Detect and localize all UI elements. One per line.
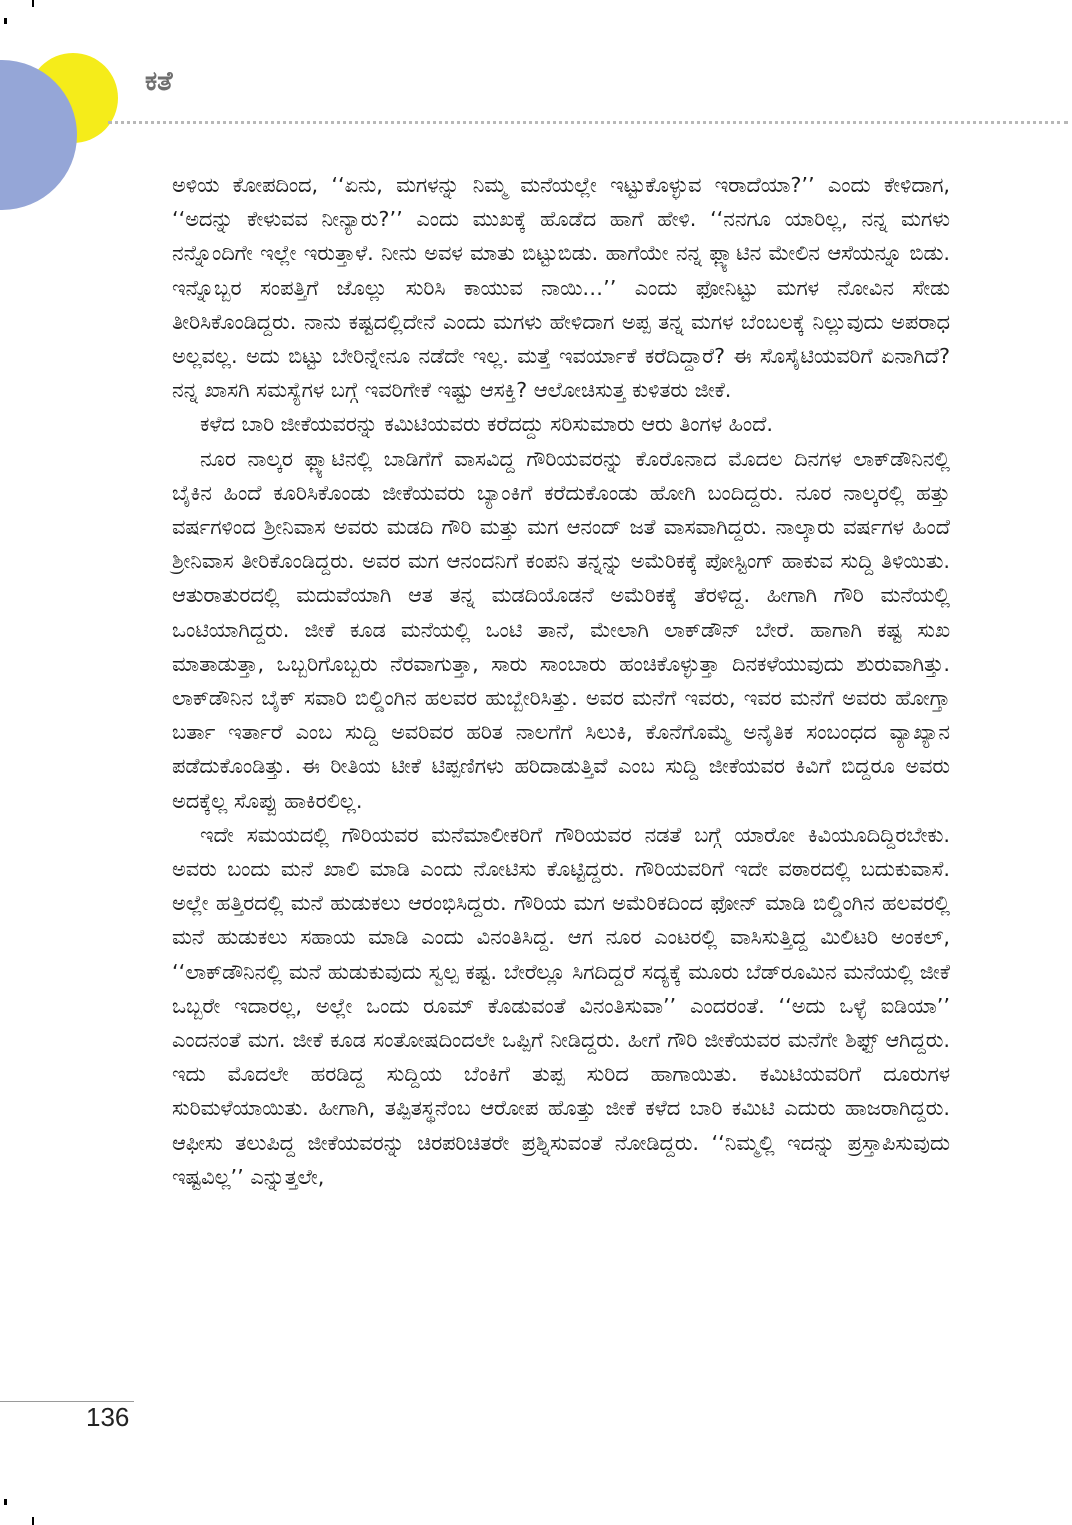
crop-mark-top-left [4,18,7,24]
crop-mark-bottom-center [32,1517,34,1525]
section-title: ಕತೆ [145,66,173,97]
paragraph: ಅಳಿಯ ಕೋಪದಿಂದ, ‘‘ಏನು, ಮಗಳನ್ನು ನಿಮ್ಮ ಮನೆಯಲ್ಲೇ ಇಟ್ಟುಕೊಳ್ಳುವ ಇರಾದೆಯಾ?’’ ಎಂದು ಕೇಳಿದಾಗ, ‘‘ಅದನ್ನು ಕೇಳುವವ ನೀನ್ಯಾರು?’’ ಎಂದು ಮುಖಕ್ಕೆ ಹೊಡೆದ ಹಾಗೆ ಹೇಳಿ. ‘‘ನನಗೂ ಯಾರಿಲ್ಲ, ನನ್ನ ಮಗಳು ನನ್ನೊಂದಿಗೇ ಇಲ್ಲೇ ಇರುತ್ತಾಳೆ. ನೀನು ಅವಳ ಮಾತು ಬಿಟ್ಟುಬಿಡು. ಹಾಗೆಯೇ ನನ್ನ ಫ್ಲ್ಯಾಟಿನ ಮೇಲಿನ ಆಸೆಯನ್ನೂ ಬಿಡು. ಇನ್ನೊಬ್ಬರ ಸಂಪತ್ತಿಗೆ ಜೊಲ್ಲು ಸುರಿಸಿ ಕಾಯುವ ನಾಯಿ…’’ ಎಂದು ಫೋನಿಟ್ಟು ಮಗಳ ನೋವಿನ ಸೇಡು ತೀರಿಸಿಕೊಂಡಿದ್ದರು. ನಾನು ಕಷ್ಟದಲ್ಲಿದೇನೆ ಎಂದು ಮಗಳು ಹೇಳಿದಾಗ ಅಪ್ಪ ತನ್ನ ಮಗಳ ಬೆಂಬಲಕ್ಕೆ ನಿಲ್ಲುವುದು ಅಪರಾಧ ಅಲ್ಲವಲ್ಲ. ಅದು ಬಿಟ್ಟು ಬೇರಿನ್ನೇನೂ ನಡೆದೇ ಇಲ್ಲ. ಮತ್ತೆ ಇವರ್ಯಾಕೆ ಕರೆದಿದ್ದಾರೆ? ಈ ಸೊಸೈಟಿಯವರಿಗೆ ಏನಾಗಿದೆ? ನನ್ನ ಖಾಸಗಿ ಸಮಸ್ಯೆಗಳ ಬಗ್ಗೆ ಇವರಿಗೇಕೆ ಇಷ್ಟು ಆಸಕ್ತಿ? ಆಲೋಚಿಸುತ್ತ ಕುಳಿತರು ಜೀಕೆ. [172,173,950,403]
crop-mark-top-center [32,0,34,7]
story-body [172,168,950,1194]
paragraph: ಕಳೆದ ಬಾರಿ ಜೀಕೆಯವರನ್ನು ಕಮಿಟಿಯವರು ಕರೆದದ್ದು ಸರಿಸುಮಾರು ಆರು ತಿಂಗಳ ಹಿಂದೆ. [200,412,773,437]
dotted-divider [108,121,1068,124]
page-number: 136 [86,1402,130,1432]
paragraph: ಇದೇ ಸಮಯದಲ್ಲಿ ಗೌರಿಯವರ ಮನೆಮಾಲೀಕರಿಗೆ ಗೌರಿಯವರ ನಡತೆ ಬಗ್ಗೆ ಯಾರೋ ಕಿವಿಯೂದಿದ್ದಿರಬೇಕು. ಅವರು ಬಂದು ಮನೆ ಖಾಲಿ ಮಾಡಿ ಎಂದು ನೋಟಿಸು ಕೊಟ್ಟಿದ್ದರು. ಗೌರಿಯವರಿಗೆ ಇದೇ ವಠಾರದಲ್ಲಿ ಬದುಕುವಾಸೆ. ಅಲ್ಲೇ ಹತ್ತಿರದಲ್ಲಿ ಮನೆ ಹುಡುಕಲು ಆರಂಭಿಸಿದ್ದರು. ಗೌರಿಯ ಮಗ ಅಮೆರಿಕದಿಂದ ಫೋನ್ ಮಾಡಿ ಬಿಲ್ಡಿಂಗಿನ ಹಲವರಲ್ಲಿ ಮನೆ ಹುಡುಕಲು ಸಹಾಯ ಮಾಡಿ ಎಂದು ವಿನಂತಿಸಿದ್ದ. ಆಗ ನೂರ ಎಂಟರಲ್ಲಿ ವಾಸಿಸುತ್ತಿದ್ದ ಮಿಲಿಟರಿ ಅಂಕಲ್, ‘‘ಲಾಕ್‌ಡೌನಿನಲ್ಲಿ ಮನೆ ಹುಡುಕುವುದು ಸ್ವಲ್ಪ ಕಷ್ಟ. ಬೇರೆಲ್ಲೂ ಸಿಗದಿದ್ದರೆ ಸದ್ಯಕ್ಕೆ ಮೂರು ಬೆಡ್‌ರೂಮಿನ ಮನೆಯಲ್ಲಿ ಜೀಕೆ ಒಬ್ಬರೇ ಇದಾರಲ್ಲ, ಅಲ್ಲೇ ಒಂದು ರೂಮ್ ಕೊಡುವಂತೆ ವಿನಂತಿಸುವಾ’’ ಎಂದರಂತೆ. ‘‘ಅದು ಒಳ್ಳೆ ಐಡಿಯಾ’’ ಎಂದನಂತೆ ಮಗ. ಜೀಕೆ ಕೂಡ ಸಂತೋಷದಿಂದಲೇ ಒಪ್ಪಿಗೆ ನೀಡಿದ್ದರು. ಹೀಗೆ ಗೌರಿ ಜೀಕೆಯವರ ಮನೆಗೇ ಶಿಫ್ಟ್ ಆಗಿದ್ದರು. ಇದು ಮೊದಲೇ ಹರಡಿದ್ದ ಸುದ್ದಿಯ ಬೆಂಕಿಗೆ ತುಪ್ಪ ಸುರಿದ ಹಾಗಾಯಿತು. ಕಮಿಟಿಯವರಿಗೆ ದೂರುಗಳ ಸುರಿಮಳೆಯಾಯಿತು. ಹೀಗಾಗಿ, ತಪ್ಪಿತಸ್ಥನೆಂಬ ಆರೋಪ ಹೊತ್ತು ಜೀಕೆ ಕಳೆದ ಬಾರಿ ಕಮಿಟಿ ಎದುರು ಹಾಜರಾಗಿದ್ದರು. ಆಫೀಸು ತಲುಪಿದ್ದ ಜೀಕೆಯವರನ್ನು ಚಿರಪರಿಚಿತರೇ ಪ್ರಶ್ನಿಸುವಂತೆ ನೋಡಿದ್ದರು. ‘‘ನಿಮ್ಮಲ್ಲಿ ಇದನ್ನು ಪ್ರಸ್ತಾಪಿಸುವುದು ಇಷ್ಟವಿಲ್ಲ’’ ಎನ್ನುತ್ತಲೇ, [172,822,950,1189]
crop-mark-bottom-left [4,1499,7,1505]
paragraph: ನೂರ ನಾಲ್ಕರ ಫ್ಲ್ಯಾಟಿನಲ್ಲಿ ಬಾಡಿಗೆಗೆ ವಾಸವಿದ್ದ ಗೌರಿಯವರನ್ನು ಕೊರೊನಾದ ಮೊದಲ ದಿನಗಳ ಲಾಕ್‌ಡೌನಿನಲ್ಲಿ ಬೈಕಿನ ಹಿಂದೆ ಕೂರಿಸಿಕೊಂಡು ಜೀಕೆಯವರು ಬ್ಯಾಂಕಿಗೆ ಕರೆದುಕೊಂಡು ಹೋಗಿ ಬಂದಿದ್ದರು. ನೂರ ನಾಲ್ಕರಲ್ಲಿ ಹತ್ತು ವರ್ಷಗಳಿಂದ ಶ್ರೀನಿವಾಸ ಅವರು ಮಡದಿ ಗೌರಿ ಮತ್ತು ಮಗ ಆನಂದ್ ಜತೆ ವಾಸವಾಗಿದ್ದರು. ನಾಲ್ಕಾರು ವರ್ಷಗಳ ಹಿಂದೆ ಶ್ರೀನಿವಾಸ ತೀರಿಕೊಂಡಿದ್ದರು. ಅವರ ಮಗ ಆನಂದನಿಗೆ ಕಂಪನಿ ತನ್ನನ್ನು ಅಮೆರಿಕಕ್ಕೆ ಪೋಸ್ಟಿಂಗ್ ಹಾಕುವ ಸುದ್ದಿ ತಿಳಿಯಿತು. ಆತುರಾತುರದಲ್ಲಿ ಮದುವೆಯಾಗಿ ಆತ ತನ್ನ ಮಡದಿಯೊಡನೆ ಅಮೆರಿಕಕ್ಕೆ ತೆರಳಿದ್ದ. ಹೀಗಾಗಿ ಗೌರಿ ಮನೆಯಲ್ಲಿ ಒಂಟಿಯಾಗಿದ್ದರು. ಜೀಕೆ ಕೂಡ ಮನೆಯಲ್ಲಿ ಒಂಟಿ ತಾನೆ, ಮೇಲಾಗಿ ಲಾಕ್‌ಡೌನ್ ಬೇರೆ. ಹಾಗಾಗಿ ಕಷ್ಟ ಸುಖ ಮಾತಾಡುತ್ತಾ, ಒಬ್ಬರಿಗೊಬ್ಬರು ನೆರವಾಗುತ್ತಾ, ಸಾರು ಸಾಂಬಾರು ಹಂಚಿಕೊಳ್ಳುತ್ತಾ ದಿನಕಳೆಯುವುದು ಶುರುವಾಗಿತ್ತು. ಲಾಕ್‌ಡೌನಿನ ಬೈಕ್ ಸವಾರಿ ಬಿಲ್ಡಿಂಗಿನ ಹಲವರ ಹುಬ್ಬೇರಿಸಿತ್ತು. ಅವರ ಮನೆಗೆ ಇವರು, ಇವರ ಮನೆಗೆ ಅವರು ಹೋಗ್ತಾ ಬರ್ತಾ ಇರ್ತಾರೆ ಎಂಬ ಸುದ್ದಿ ಅವರಿವರ ಹರಿತ ನಾಲಗೆಗೆ ಸಿಲುಕಿ, ಕೊನೆಗೊಮ್ಮೆ ಅನೈತಿಕ ಸಂಬಂಧದ ವ್ಯಾಖ್ಯಾನ ಪಡೆದುಕೊಂಡಿತ್ತು. ಈ ರೀತಿಯ ಟೀಕೆ ಟಿಪ್ಪಣಿಗಳು ಹರಿದಾಡುತ್ತಿವೆ ಎಂಬ ಸುದ್ದಿ ಜೀಕೆಯವರ ಕಿವಿಗೆ ಬಿದ್ದರೂ ಅವರು ಅದಕ್ಕೆಲ್ಲ ಸೊಪ್ಪು ಹಾಕಿರಲಿಲ್ಲ. [172,446,950,813]
